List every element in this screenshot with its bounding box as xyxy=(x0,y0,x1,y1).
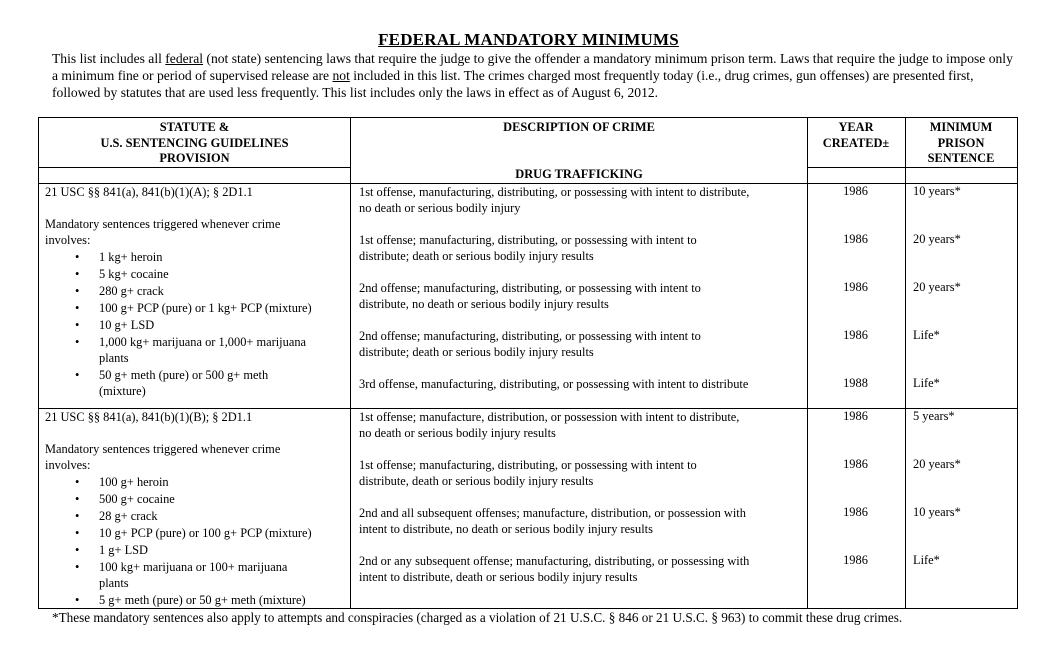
header-minimum-line: SENTENCE xyxy=(927,151,995,165)
statute-citation: 21 USC §§ 841(a), 841(b)(1)(B); § 2D1.1 xyxy=(45,410,253,424)
header-year xyxy=(807,120,905,151)
year-created: 1986 xyxy=(843,232,868,246)
header-statute-line: STATUTE & xyxy=(159,120,230,134)
trigger-text: involves: xyxy=(45,233,91,247)
intro-text-3: included in this list. The crimes charged most frequently today (i.e., drug crimes, gun offenses) are presented first, followed by statutes that are used less frequently. This list includes only the laws in effect as of August 6, 2012. xyxy=(52,68,974,100)
bullet-icon: • xyxy=(75,509,80,523)
minimum-sentence: Life* xyxy=(913,376,940,390)
minimum-sentence: 5 years* xyxy=(913,409,955,423)
bullet-icon: • xyxy=(75,250,80,264)
year-created: 1986 xyxy=(843,184,868,198)
section-title: DRUG TRAFFICKING xyxy=(515,167,643,181)
statute-citation: 21 USC §§ 841(a), 841(b)(1)(A); § 2D1.1 xyxy=(45,185,253,199)
minimum-sentence: 10 years* xyxy=(913,505,961,519)
trigger-text: involves: xyxy=(45,458,91,472)
header-statute xyxy=(39,120,350,167)
minimum-sentence: 10 years* xyxy=(913,184,961,198)
intro-federal: federal xyxy=(165,51,204,66)
year-created: 1986 xyxy=(843,328,868,342)
year-created: 1986 xyxy=(843,280,868,294)
header-year-line: CREATED± xyxy=(822,135,890,150)
intro-paragraph xyxy=(52,50,1022,101)
header-minimum-line: PRISON xyxy=(937,135,985,150)
intro-text-1: This list includes all xyxy=(52,51,166,66)
bullet-icon: • xyxy=(75,475,80,489)
bullet-icon: • xyxy=(75,284,80,298)
header-minimum-line: MINIMUM xyxy=(929,120,993,134)
crime-description: 2nd and all subsequent offenses; manufacture, distribution, or possession with intent to distribute, no death or serious bodily injury results xyxy=(359,506,746,536)
bullet-icon: • xyxy=(75,267,80,281)
row-divider xyxy=(807,167,1017,168)
bullet-icon: • xyxy=(75,335,80,349)
header-description: DESCRIPTION OF CRIME xyxy=(503,120,655,134)
year-created: 1988 xyxy=(843,376,868,390)
header-statute-line: PROVISION xyxy=(159,151,230,165)
minimum-sentence: Life* xyxy=(913,553,940,567)
bullet-icon: • xyxy=(75,301,80,315)
bullet-icon: • xyxy=(75,492,80,506)
column-divider xyxy=(905,118,906,608)
crime-description: 1st offense; manufacturing, distributing, or possessing with intent to distribute, death or serious bodily injury results xyxy=(359,458,697,488)
year-created: 1986 xyxy=(843,505,868,519)
bullet-icon: • xyxy=(75,318,80,332)
crime-description: 2nd offense; manufacturing, distributing, or possessing with intent to distribute, no death or serious bodily injury results xyxy=(359,281,701,311)
row-divider xyxy=(39,167,350,168)
bullet-icon: • xyxy=(75,593,80,607)
header-minimum xyxy=(905,120,1017,167)
year-created: 1986 xyxy=(843,457,868,471)
trigger-text: Mandatory sentences triggered whenever crime xyxy=(45,217,281,231)
minimum-sentence: 20 years* xyxy=(913,457,961,471)
page-title: FEDERAL MANDATORY MINIMUMS xyxy=(378,30,679,49)
intro-not: not xyxy=(332,68,350,83)
bullet-icon: • xyxy=(75,560,80,574)
column-divider xyxy=(350,118,351,608)
intro-text-2: (not state) sentencing laws that require the judge to give the offender a mandatory minimum prison term. Laws that require the judge to impose only a minimum fine or period of supervised release are xyxy=(52,51,1013,83)
bullet-icon: • xyxy=(75,368,80,382)
year-created: 1986 xyxy=(843,409,868,423)
header-year-line: YEAR xyxy=(838,120,874,134)
year-created: 1986 xyxy=(843,553,868,567)
bullet-icon: • xyxy=(75,526,80,540)
crime-description: 2nd or any subsequent offense; manufacturing, distributing, or possessing with intent to distribute, death or serious bodily injury results xyxy=(359,554,750,584)
minimum-sentence: 20 years* xyxy=(913,232,961,246)
crime-description: 1st offense; manufacture, distribution, or possession with intent to distribute, no death or serious bodily injury results xyxy=(359,410,740,440)
header-statute-line: U.S. SENTENCING GUIDELINES xyxy=(100,135,289,150)
crime-description: 2nd offense; manufacturing, distributing, or possessing with intent to distribute; death or serious bodily injury results xyxy=(359,329,701,359)
crime-description: 1st offense; manufacturing, distributing, or possessing with intent to distribute; death or serious bodily injury results xyxy=(359,233,697,263)
mandatory-minimums-table: STATUTE & U.S. SENTENCING GUIDELINES PROVISION DESCRIPTION OF CRIME YEAR CREATED± MINIMUM PRISON SENTENCE DRUG TRAFFICKING 21 USC §§ 841(a), 841(b)(1)(A); § 2D1.1 Mandatory sentences triggered whenever crime involves: • 1 kg+ heroin • 5 kg+ cocaine • 280 g+ crack • 100 g+ PCP (pure) or 1 kg+ PCP (mixture) • 10 g+ LSD • 1,000 kg+ marijuana or 1,000+ marijuana plants • 50 g+ meth (pure) or 500 g+ meth (mixture) 1st offense, manufacturing, distributing, or possessing with intent to distribute, no death or serious bodily injury 1986 10 years* 1st offense; manufacturing, distributing, or possessing with intent to distribute; death or serious bodily injury results 1986 20 years* 2nd offense; manufacturing, distributing, or possessing with intent to distribute, no death or serious bodily injury results 1986 20 years* 2nd offense; manufacturing, distributing, or possessing with intent to distribute; death or serious bodily injury results 1986 Life* 3rd offense, manufacturing, distributing, or possessing with intent to distribute 1988 Life* 21 USC §§ 841(a), 841(b)(1)(B); § 2D1.1 Mandatory sentences triggered whenever crime involves: • 100 g+ heroin • 500 g+ cocaine • 28 g+ crack • 10 g+ PCP (pure) or 100 g+ PCP (mixture) • 1 g+ LSD • 100 kg+ marijuana or 100+ marijuana plants • 5 g+ meth (pure) or 50 g+ meth (mixture) 1st offense; manufacture, distribution, or possession with intent to distribute, no death or serious bodily injury results 1986 5 years* 1st offense; manufacturing, distributing, or possessing with intent to distribute, death or serious bodily injury results 1986 20 years* 2nd and all subsequent offenses; manufacture, distribution, or possession with intent to distribute, no death or serious bodily injury results 1986 10 years* 2nd or any subsequent offense; manufacturing, distributing, or possessing with intent to distribute, death or serious bodily injury results 1986 Life* xyxy=(38,117,1018,609)
crime-description: 3rd offense, manufacturing, distributing, or possessing with intent to distribute xyxy=(359,377,749,391)
minimum-sentence: Life* xyxy=(913,328,940,342)
bullet-icon: • xyxy=(75,543,80,557)
crime-description: 1st offense, manufacturing, distributing, or possessing with intent to distribute, no death or serious bodily injury xyxy=(359,185,750,215)
trigger-text: Mandatory sentences triggered whenever crime xyxy=(45,442,281,456)
footnote: *These mandatory sentences also apply to attempts and conspiracies (charged as a violation of 21 U.S.C. § 846 or 21 U.S.C. § 963) to commit these drug crimes. xyxy=(52,610,903,625)
minimum-sentence: 20 years* xyxy=(913,280,961,294)
